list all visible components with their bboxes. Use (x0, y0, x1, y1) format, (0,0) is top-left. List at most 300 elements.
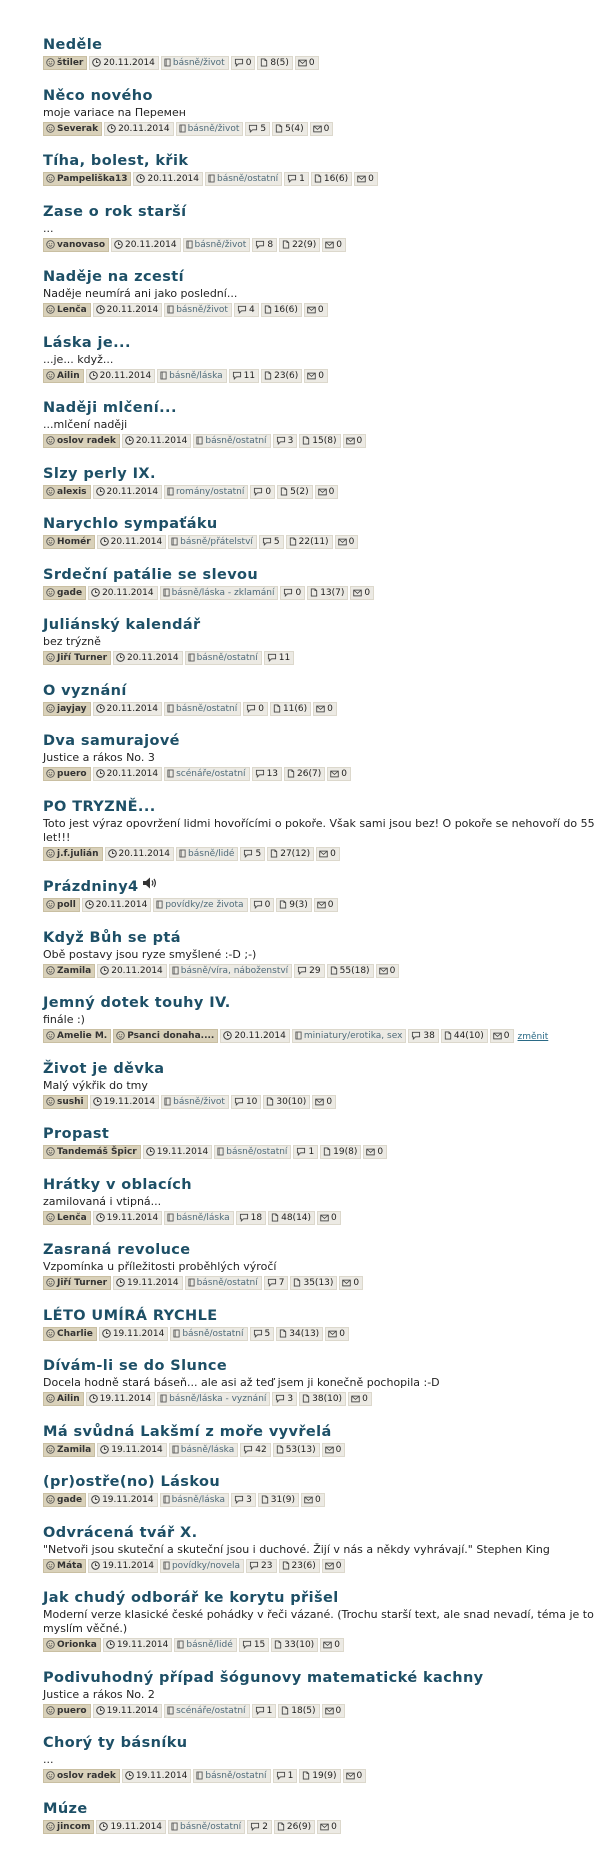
category-badge[interactable] (153, 898, 247, 912)
author-badge[interactable] (113, 1029, 218, 1043)
category-badge-value: básně/láska - zklamání (171, 587, 275, 598)
date-badge (105, 847, 175, 861)
edit-link[interactable]: změnit (517, 1031, 549, 1042)
author-badge[interactable] (43, 964, 95, 978)
book-icon (163, 1561, 172, 1571)
reads-badge (279, 238, 320, 252)
author-badge[interactable] (43, 122, 102, 136)
entry-title-link[interactable]: Odvrácená tvář X. (43, 1524, 198, 1541)
messages-badge (350, 586, 374, 600)
comments-badge[interactable] (250, 1327, 275, 1341)
date-badge (111, 238, 181, 252)
entry-title-link[interactable]: Narychlo sympaťáku (43, 516, 218, 532)
comments-badge[interactable] (272, 1392, 297, 1406)
author-badge[interactable] (43, 1145, 141, 1159)
date-badge (122, 1769, 192, 1783)
comments-badge-value: 5 (255, 848, 262, 859)
category-badge[interactable] (170, 1327, 247, 1341)
reads-badge-value: 44(10) (453, 1031, 484, 1041)
messages-badge (312, 1095, 336, 1109)
comments-badge[interactable] (273, 434, 298, 448)
category-badge[interactable] (176, 122, 244, 136)
entry-title-link[interactable]: Zase o rok starší (43, 203, 187, 220)
envelope-icon (493, 1031, 504, 1041)
user-icon (46, 436, 57, 446)
messages-badge (490, 1029, 514, 1043)
clock-icon (107, 124, 118, 134)
author-badge-value: Máta (57, 1560, 83, 1571)
date-badge-value: 20.11.2014 (106, 305, 159, 315)
comment-icon (248, 124, 260, 134)
author-badge[interactable] (43, 369, 84, 383)
comments-badge[interactable] (250, 485, 275, 499)
list-item (43, 1732, 603, 1784)
comment-icon (262, 537, 274, 547)
category-badge[interactable] (161, 56, 229, 70)
author-badge[interactable] (43, 172, 131, 186)
category-badge-value: povídky/novela (171, 1560, 241, 1571)
messages-badge-value: 0 (330, 848, 336, 859)
category-badge[interactable] (176, 847, 238, 861)
author-badge[interactable] (43, 767, 91, 781)
entry-title-link[interactable]: Srdeční patálie se slevou (43, 566, 259, 583)
messages-badge-value: 0 (348, 537, 355, 547)
category-badge[interactable] (205, 172, 282, 186)
messages-badge (317, 1820, 341, 1834)
author-badge[interactable] (43, 1029, 111, 1043)
reads-badge (299, 1392, 346, 1406)
category-badge[interactable] (160, 1493, 229, 1507)
author-badge[interactable] (43, 1327, 97, 1341)
category-badge[interactable] (169, 964, 292, 978)
entry-title-link[interactable]: Neděle (43, 37, 103, 53)
entry-title-link[interactable]: LÉTO UMÍRÁ RYCHLE (43, 1307, 218, 1324)
comments-badge[interactable] (250, 898, 275, 912)
envelope-icon (351, 1394, 362, 1404)
list-item (43, 875, 603, 913)
category-badge[interactable] (174, 1638, 236, 1652)
author-badge[interactable] (43, 485, 91, 499)
author-badge[interactable] (43, 1493, 86, 1507)
category-badge[interactable] (168, 1820, 245, 1834)
reads-badge-value: 13(7) (320, 587, 345, 598)
document-icon (277, 1822, 287, 1832)
list-item (43, 201, 603, 253)
comments-badge[interactable] (252, 238, 277, 252)
category-badge[interactable] (214, 1145, 291, 1159)
comments-badge[interactable] (273, 1769, 298, 1783)
author-badge[interactable] (43, 1704, 91, 1718)
messages-badge (322, 1443, 346, 1457)
reads-badge-value: 22(9) (292, 239, 317, 250)
reads-badge (278, 1704, 319, 1718)
entry-title-link[interactable]: Chorý ty básníku (43, 1735, 188, 1751)
category-badge-value: básně/ostatní (180, 1821, 242, 1832)
entry-title-link[interactable]: Tíha, bolest, křik (43, 153, 189, 169)
book-icon (167, 1213, 176, 1223)
messages-badge-value: 0 (335, 1705, 342, 1716)
date-badge (86, 369, 156, 383)
category-badge[interactable] (164, 1211, 233, 1225)
document-icon (274, 1640, 284, 1650)
entry-title-link[interactable]: Naději mlčení... (43, 400, 177, 416)
category-badge[interactable] (193, 434, 270, 448)
reads-badge (274, 1820, 315, 1834)
user-icon (46, 1640, 57, 1650)
messages-badge-value: 0 (362, 1394, 368, 1404)
comments-badge[interactable] (234, 303, 259, 317)
entry-meta (43, 1095, 603, 1110)
date-badge-value: 19.11.2014 (110, 1821, 163, 1832)
document-icon (279, 900, 289, 910)
category-badge[interactable] (185, 651, 262, 665)
clock-icon (108, 849, 119, 859)
category-badge-value: básně/ostatní (205, 436, 267, 446)
entry-meta (43, 586, 603, 601)
entry-meta (43, 1392, 603, 1407)
envelope-icon (304, 1495, 315, 1505)
envelope-icon (325, 1706, 336, 1716)
reads-badge-value: 35(13) (303, 1278, 334, 1288)
category-badge[interactable] (292, 1029, 407, 1043)
entry-title-link[interactable]: (pr)ostře(no) Láskou (43, 1474, 221, 1490)
book-icon (171, 1822, 180, 1832)
messages-badge (325, 1327, 349, 1341)
comments-badge[interactable] (239, 1638, 269, 1652)
reads-badge (277, 485, 312, 499)
comments-badge[interactable] (408, 1029, 438, 1043)
entry-subtitle: Malý výkřik do tmy (43, 1078, 148, 1092)
category-badge-value: básně/ostatní (226, 1147, 288, 1157)
category-badge-value: básně/život (176, 305, 228, 315)
comments-badge[interactable] (240, 1443, 270, 1457)
envelope-icon (323, 1640, 334, 1650)
entry-title-link[interactable]: Juliánský kalendář (43, 617, 201, 633)
entry-title-link[interactable]: PO TRYZNĚ... (43, 798, 156, 815)
book-icon (167, 487, 176, 497)
author-badge[interactable] (43, 1559, 86, 1573)
book-icon (163, 588, 172, 598)
comments-badge-value: 38 (423, 1031, 435, 1041)
comment-icon (234, 1495, 246, 1505)
user-icon (46, 537, 57, 547)
reads-badge-value: 38(10) (312, 1394, 343, 1404)
clock-icon (106, 1640, 117, 1650)
date-badge-value: 19.11.2014 (99, 1394, 152, 1404)
author-badge-value: vanovaso (57, 239, 106, 250)
entry-meta (43, 172, 603, 187)
clock-icon (96, 1213, 107, 1223)
envelope-icon (338, 537, 349, 547)
date-badge (133, 172, 203, 186)
date-badge (96, 1820, 166, 1834)
date-badge (93, 485, 163, 499)
comments-badge[interactable] (231, 1493, 256, 1507)
category-badge[interactable] (193, 1769, 270, 1783)
comments-badge[interactable] (243, 702, 268, 716)
list-item (43, 85, 603, 137)
category-badge[interactable] (164, 702, 241, 716)
comments-badge[interactable] (293, 1145, 318, 1159)
comments-badge[interactable] (252, 767, 282, 781)
author-badge[interactable] (43, 303, 91, 317)
envelope-icon (346, 436, 357, 446)
category-badge-value: scénáře/ostatní (176, 769, 246, 779)
author-badge-value: Ailin (57, 370, 80, 381)
document-icon (310, 588, 320, 598)
book-icon (171, 537, 180, 547)
entry-meta (43, 485, 603, 500)
category-badge[interactable] (164, 1704, 249, 1718)
author-badge-value: gade (57, 1495, 83, 1505)
speaker-icon[interactable] (142, 875, 158, 894)
entry-title-link[interactable]: Slzy perly IX. (43, 465, 156, 482)
entry-title-link[interactable]: Zasraná revoluce (43, 1242, 191, 1258)
clock-icon (96, 305, 107, 315)
category-badge[interactable] (160, 586, 279, 600)
author-badge[interactable] (43, 1211, 91, 1225)
category-badge-value: básně/láska (171, 1495, 226, 1505)
comments-badge[interactable] (247, 1820, 272, 1834)
entry-meta (43, 702, 603, 717)
entry-meta (43, 434, 603, 449)
author-badge[interactable] (43, 586, 86, 600)
entry-meta (43, 1145, 603, 1160)
category-badge[interactable] (164, 485, 248, 499)
messages-badge (295, 56, 319, 70)
reads-badge (270, 702, 311, 716)
list-item (43, 680, 603, 717)
reads-badge (307, 586, 348, 600)
messages-badge-value: 0 (328, 486, 335, 497)
comments-badge[interactable] (246, 1559, 276, 1573)
envelope-icon (328, 1329, 339, 1339)
entry-title-link[interactable]: O vyznání (43, 682, 127, 699)
document-icon (279, 1329, 289, 1339)
comment-icon (255, 240, 267, 250)
entry-title-link[interactable]: Hrátky v oblacích (43, 1176, 193, 1193)
author-badge[interactable] (43, 651, 111, 665)
entry-title-link[interactable]: Má svůdná Lakšmí z moře vyvřelá (43, 1423, 332, 1440)
entry-title-link[interactable]: Něco nového (43, 87, 153, 104)
clock-icon (125, 1771, 136, 1781)
book-icon (160, 1394, 169, 1404)
messages-badge (304, 369, 328, 383)
category-badge-value: básně/ostatní (217, 174, 279, 184)
comments-badge[interactable] (245, 122, 270, 136)
entry-title-link[interactable]: Láska je... (43, 334, 131, 351)
list-item (43, 34, 603, 71)
category-badge[interactable] (164, 303, 232, 317)
author-badge-value: oslov radek (57, 1771, 116, 1781)
comment-icon (267, 1278, 279, 1288)
author-badge[interactable] (43, 1769, 120, 1783)
author-badge-value: Lenča (57, 305, 87, 315)
category-badge[interactable] (169, 1443, 238, 1457)
comments-badge[interactable] (229, 369, 259, 383)
author-badge-value: j.f.julián (57, 848, 99, 859)
comment-icon (237, 305, 249, 315)
document-icon (302, 1771, 312, 1781)
list-item (43, 1123, 603, 1160)
entry-title-link[interactable]: Propast (43, 1126, 110, 1142)
category-badge[interactable] (157, 369, 226, 383)
book-icon (163, 1495, 172, 1505)
entry-title-link[interactable]: Jemný dotek touhy IV. (43, 995, 231, 1011)
reads-badge-value: 26(7) (297, 769, 322, 779)
messages-badge (376, 964, 400, 978)
author-badge[interactable] (43, 535, 95, 549)
comments-badge[interactable] (231, 56, 256, 70)
messages-badge-value: 0 (334, 1640, 340, 1650)
user-icon (46, 1771, 57, 1781)
category-badge-value: básně/život (194, 239, 247, 250)
reads-badge (286, 535, 333, 549)
messages-badge-value: 0 (326, 1096, 333, 1107)
category-badge[interactable] (183, 238, 251, 252)
date-badge-value: 19.11.2014 (106, 1212, 159, 1223)
date-badge (93, 1211, 163, 1225)
date-badge-value: 20.11.2014 (125, 239, 177, 250)
reads-badge (299, 1769, 340, 1783)
author-badge[interactable] (43, 847, 103, 861)
messages-badge (322, 238, 346, 252)
user-icon (46, 1561, 57, 1571)
entry-subtitle: Docela hodně stará báseň... ale asi až teď jsem ji konečně pochopila :-D (43, 1376, 440, 1389)
author-badge[interactable] (43, 238, 109, 252)
comment-icon (276, 436, 288, 446)
date-badge-value: 20.11.2014 (106, 703, 159, 714)
comment-icon (234, 58, 246, 68)
entry-title-link[interactable]: Múze (43, 1800, 88, 1817)
document-icon (302, 1394, 312, 1404)
date-badge (93, 702, 163, 716)
category-badge-value: povídky/ze života (165, 900, 244, 910)
author-badge-value: Charlie (57, 1328, 93, 1339)
comments-badge[interactable] (284, 172, 309, 186)
author-badge[interactable] (43, 1095, 88, 1109)
author-badge[interactable] (43, 1276, 111, 1290)
comments-badge[interactable] (294, 964, 324, 978)
category-badge-value: básně/ostatní (196, 653, 258, 663)
entry-title-link[interactable]: Jak chudý odborář ke korytu přišel (43, 1590, 339, 1606)
comments-badge[interactable] (252, 1704, 277, 1718)
book-icon (164, 58, 173, 68)
envelope-icon (298, 58, 309, 68)
book-icon (167, 1706, 176, 1716)
category-badge[interactable] (168, 535, 257, 549)
list-item (43, 1305, 603, 1342)
reads-badge (311, 172, 352, 186)
entry-title-link[interactable]: Dívám-li se do Slunce (43, 1358, 228, 1374)
document-icon (323, 1147, 333, 1157)
comments-badge[interactable] (231, 1095, 261, 1109)
comment-icon (255, 769, 267, 779)
clock-icon (96, 487, 107, 497)
comments-badge[interactable] (240, 847, 265, 861)
date-badge (93, 1704, 163, 1718)
entry-title-link[interactable]: Dva samurajové (43, 733, 180, 749)
comments-badge[interactable] (280, 586, 305, 600)
date-badge (103, 1638, 173, 1652)
date-badge-value: 20.11.2014 (102, 587, 154, 598)
entry-subtitle: Obě postavy jsou ryze smyšlené :-D ;-) (43, 947, 257, 961)
entry-meta (43, 1029, 603, 1044)
author-badge[interactable] (43, 1820, 94, 1834)
date-badge (104, 122, 174, 136)
date-badge (93, 767, 163, 781)
messages-badge (301, 1493, 325, 1507)
category-badge[interactable] (185, 1276, 262, 1290)
category-badge[interactable] (157, 1392, 270, 1406)
comments-badge-value: 11 (243, 370, 256, 381)
document-icon (264, 371, 274, 381)
entry-title-link[interactable]: Podivuhodný případ šógunovy matematické kachny (43, 1669, 484, 1686)
entry-title-link[interactable]: Prázdniny4 (43, 879, 139, 895)
user-icon (46, 1031, 57, 1041)
author-badge[interactable] (43, 1638, 101, 1652)
comments-badge[interactable] (264, 651, 294, 665)
category-badge-value: básně/lidé (186, 1640, 233, 1650)
comments-badge[interactable] (264, 1276, 289, 1290)
comments-badge-value: 5 (260, 123, 267, 134)
comment-icon (296, 1147, 308, 1157)
author-badge[interactable] (43, 56, 87, 70)
user-icon (46, 1822, 57, 1832)
entry-meta (43, 1769, 603, 1784)
date-badge-value: 19.11.2014 (135, 1771, 188, 1781)
category-badge-value: básně/život (172, 58, 225, 68)
author-badge[interactable] (43, 1392, 84, 1406)
category-badge[interactable] (164, 767, 249, 781)
author-badge[interactable] (43, 1443, 95, 1457)
book-icon (295, 1031, 304, 1041)
comment-icon (253, 900, 265, 910)
entry-meta (43, 238, 603, 253)
messages-badge (363, 1145, 387, 1159)
comments-badge[interactable] (236, 1211, 266, 1225)
envelope-icon (315, 1097, 326, 1107)
document-icon (275, 124, 285, 134)
entry-subtitle: ...je... když... (43, 352, 114, 366)
messages-badge-value: 0 (331, 1821, 337, 1832)
comments-badge[interactable] (259, 535, 284, 549)
list-item (43, 1355, 603, 1407)
category-badge-value: básně/víra, náboženství (180, 965, 289, 976)
comments-badge-value: 18 (250, 1212, 263, 1223)
author-badge[interactable] (43, 434, 120, 448)
author-badge[interactable] (43, 898, 80, 912)
reads-badge-value: 11(6) (282, 703, 308, 714)
category-badge[interactable] (160, 1559, 244, 1573)
messages-badge (314, 898, 338, 912)
reads-badge (279, 1559, 320, 1573)
category-badge[interactable] (161, 1095, 229, 1109)
author-badge[interactable] (43, 702, 91, 716)
entry-title-link[interactable]: Naděje na zcestí (43, 269, 184, 285)
entry-title-link[interactable]: Život je děvka (43, 1060, 165, 1077)
entry-subtitle: finále :) (43, 1013, 85, 1026)
list-item (43, 1798, 603, 1835)
reads-badge (290, 1276, 337, 1290)
user-icon (46, 900, 57, 910)
messages-badge (315, 485, 339, 499)
comment-icon (411, 1031, 423, 1041)
entry-subtitle: Justice a rákos No. 3 (43, 751, 155, 764)
user-icon (46, 1495, 57, 1505)
envelope-icon (318, 487, 329, 497)
entry-title-link[interactable]: Když Bůh se ptá (43, 929, 181, 946)
